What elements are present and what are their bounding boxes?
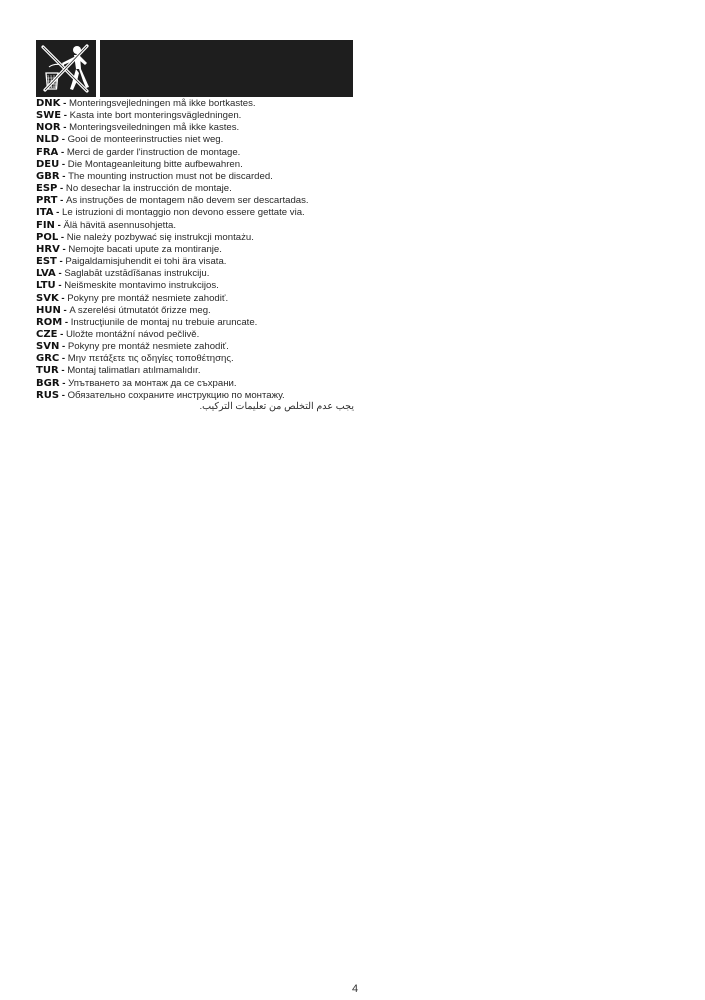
instruction-line-grc: [36, 353, 356, 365]
separator: -: [60, 304, 70, 316]
separator: -: [58, 146, 67, 158]
separator: -: [59, 134, 68, 146]
separator: -: [60, 98, 69, 109]
instruction-line-bgr: [36, 378, 356, 390]
instruction-text: Обязательно сохраните инструкцию по монтажу.: [67, 389, 285, 401]
language-code: DEU: [36, 158, 60, 170]
instruction-line-ita: [36, 207, 356, 219]
instruction-line-rom: [36, 317, 356, 329]
separator: -: [57, 328, 66, 340]
instruction-text: Gooi de monteerinstructies niet weg.: [67, 134, 224, 146]
language-code: TUR: [36, 365, 59, 377]
language-code: SWE: [36, 110, 62, 122]
instruction-text: Älä hävitä asennusohjetta.: [63, 219, 176, 231]
header-banner: [100, 40, 353, 97]
instruction-text: Montaj talimatları atılmamalıdır.: [67, 365, 201, 377]
language-code: ITA: [36, 207, 54, 219]
language-code: NOR: [36, 122, 61, 134]
instruction-text: Le istruzioni di montaggio non devono essere gettate via.: [62, 207, 305, 219]
instruction-line-fin: [36, 220, 356, 232]
instruction-line-nld: [36, 134, 356, 146]
instruction-text: Neišmeskite montavimo instrukcijos.: [64, 280, 219, 292]
separator: -: [57, 195, 66, 207]
instruction-text: Saglabāt uzstādīšanas instrukciju.: [64, 268, 210, 280]
language-code: HUN: [36, 304, 61, 316]
instruction-text: Pokyny pre montáž nesmiete zahodiť.: [67, 341, 229, 353]
separator: -: [59, 243, 69, 255]
language-code: SVK: [36, 292, 59, 304]
instruction-text: Упътването за монтаж да се съхрани.: [68, 377, 237, 389]
language-code: DNK: [36, 98, 61, 109]
instruction-line-pol: [36, 232, 356, 244]
instruction-line-est: [36, 256, 356, 268]
instruction-text: A szerelési útmutatót őrizze meg.: [69, 304, 211, 316]
instruction-text: Instrucţiunile de montaj nu trebuie aruncate.: [70, 316, 258, 328]
instruction-line-deu: [36, 159, 356, 171]
instruction-list: [36, 98, 356, 402]
instruction-line-ltu: [36, 280, 356, 292]
instruction-line-dnk: [36, 98, 356, 110]
separator: -: [60, 122, 70, 134]
arabic-instruction-line: يجب عدم التخلص من تعليمات التركيب.: [199, 401, 354, 412]
separator: -: [61, 110, 70, 122]
language-code: GRC: [36, 353, 60, 365]
page-number: 4: [352, 983, 359, 995]
instruction-line-swe: [36, 110, 356, 122]
instruction-line-fra: [36, 147, 356, 159]
separator: -: [59, 353, 68, 365]
instruction-line-gbr: [36, 171, 356, 183]
no-littering-icon: [36, 40, 96, 97]
separator: -: [58, 365, 68, 377]
instruction-line-cze: [36, 329, 356, 341]
separator: -: [58, 231, 67, 243]
instruction-line-tur: [36, 365, 356, 377]
instruction-line-prt: [36, 195, 356, 207]
instruction-text: Uložte montážní návod pečlivě.: [65, 328, 200, 340]
instruction-text: Monteringsvejledningen må ikke bortkastes.: [68, 98, 256, 109]
instruction-text: Monteringsveiledningen må ikke kastes.: [69, 122, 240, 134]
instruction-text: Paigaldamisjuhendit ei tohi ära visata.: [65, 256, 227, 268]
separator: -: [59, 389, 68, 401]
instruction-text: Pokyny pre montáž nesmiete zahodiť.: [67, 292, 229, 304]
language-code: ESP: [36, 183, 58, 195]
separator: -: [62, 316, 71, 328]
instruction-line-svk: [36, 293, 356, 305]
instruction-line-hun: [36, 305, 356, 317]
instruction-line-esp: [36, 183, 356, 195]
separator: -: [57, 183, 66, 195]
instruction-text: Die Montageanleitung bitte aufbewahren.: [67, 158, 243, 170]
separator: -: [59, 341, 68, 353]
language-code: FRA: [36, 146, 59, 158]
language-code: RUS: [36, 389, 60, 401]
instruction-text: As instruções de montagem não devem ser descartadas.: [65, 195, 309, 207]
separator: -: [55, 280, 65, 292]
separator: -: [59, 170, 69, 182]
language-code: GBR: [36, 170, 60, 182]
separator: -: [59, 377, 69, 389]
language-code: HRV: [36, 243, 60, 255]
instruction-text: Nemojte bacati upute za montiranje.: [68, 243, 222, 255]
separator: -: [55, 268, 65, 280]
separator: -: [58, 292, 68, 304]
instruction-line-lva: [36, 268, 356, 280]
instruction-line-svn: [36, 341, 356, 353]
language-code: BGR: [36, 377, 60, 389]
language-code: FIN: [36, 219, 55, 231]
instruction-line-hrv: [36, 244, 356, 256]
instruction-text: The mounting instruction must not be discarded.: [68, 170, 273, 182]
language-code: LTU: [36, 280, 56, 292]
separator: -: [53, 207, 63, 219]
instruction-text: Nie należy pozbywać się instrukcji montażu.: [66, 231, 254, 243]
instruction-text: Μην πετάξετε τις οδηγίες τοποθέτησης.: [67, 353, 234, 365]
language-code: POL: [36, 231, 59, 243]
language-code: NLD: [36, 134, 60, 146]
separator: -: [54, 219, 64, 231]
header: [36, 40, 353, 97]
separator: -: [56, 256, 66, 268]
instruction-text: Merci de garder l'instruction de montage.: [66, 146, 241, 158]
language-code: PRT: [36, 195, 58, 207]
instruction-text: No desechar la instrucción de montaje.: [65, 183, 232, 195]
instruction-line-nor: [36, 122, 356, 134]
language-code: LVA: [36, 268, 56, 280]
instruction-text: Kasta inte bort monteringsvägledningen.: [69, 110, 242, 122]
language-code: EST: [36, 256, 57, 268]
language-code: CZE: [36, 328, 58, 340]
language-code: ROM: [36, 316, 63, 328]
separator: -: [59, 158, 68, 170]
language-code: SVN: [36, 341, 60, 353]
